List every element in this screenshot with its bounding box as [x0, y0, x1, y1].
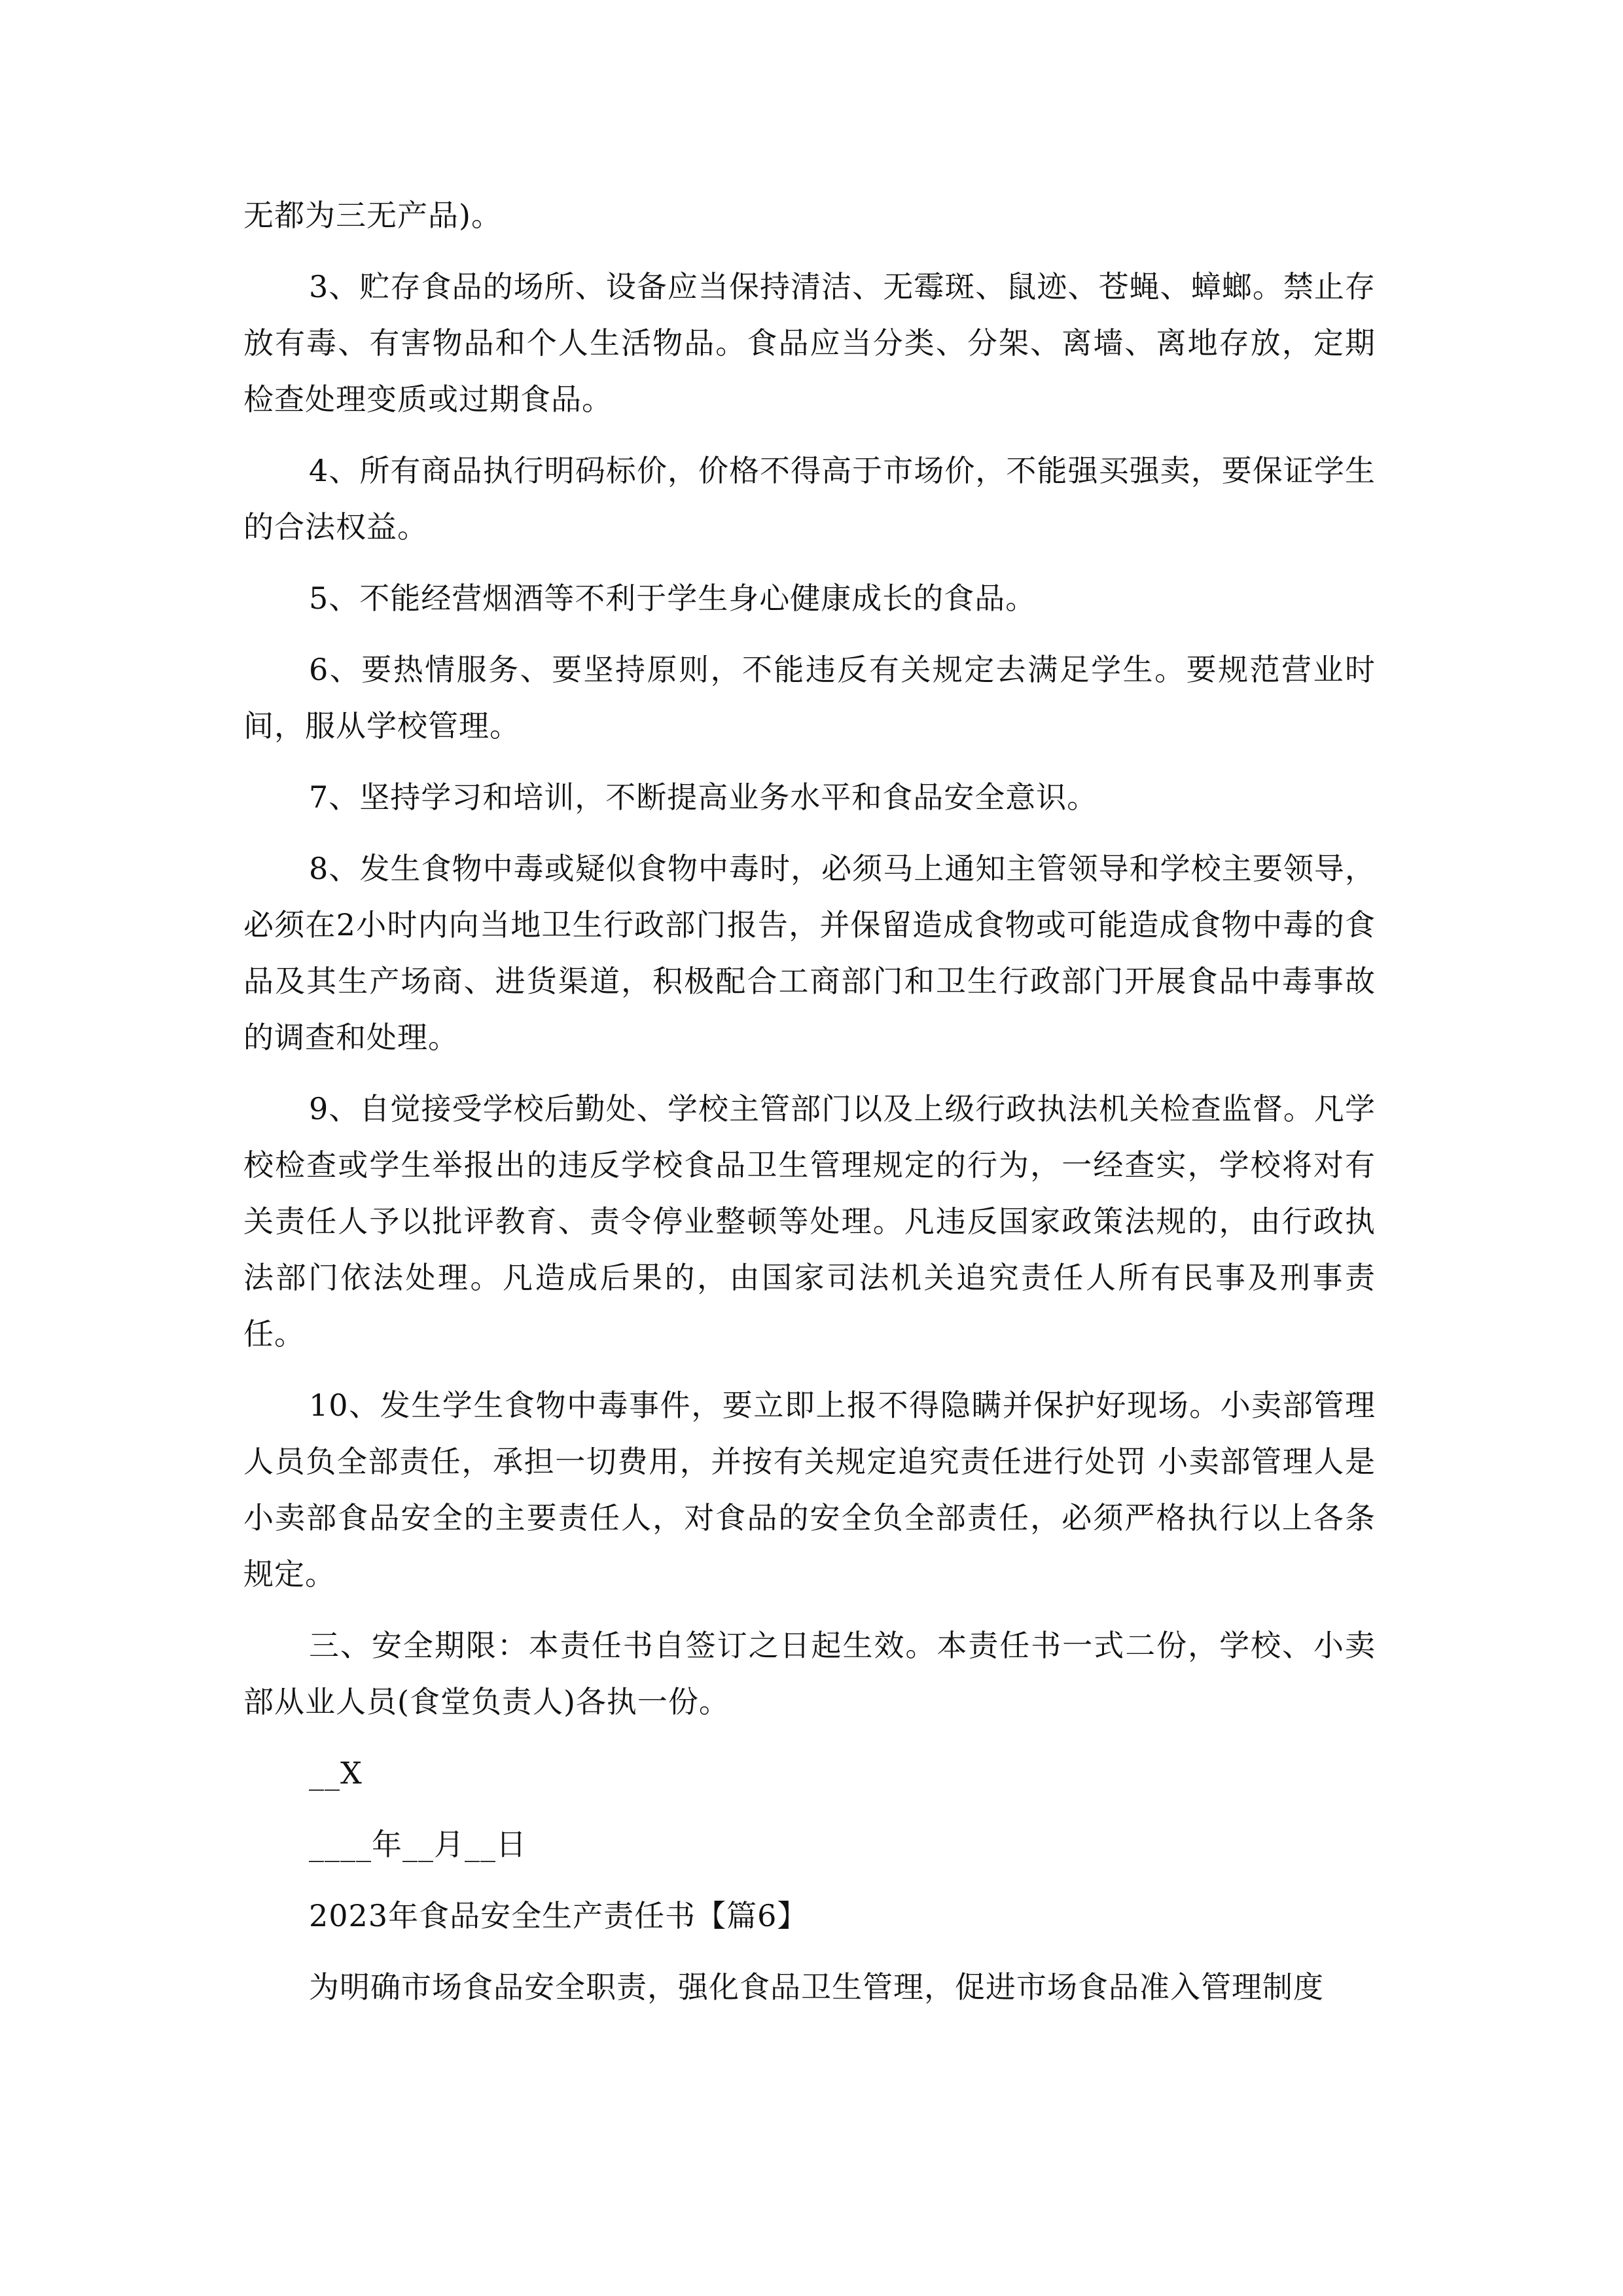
signature-line: __X	[309, 1755, 363, 1791]
document-body	[243, 187, 1376, 2015]
paragraph-item-6: 6、要热情服务、要坚持原则，不能违反有关规定去满足学生。要规范营业时间，服从学校管理。	[243, 652, 1376, 744]
section-title: 2023年食品安全生产责任书【篇6】	[309, 1898, 808, 1933]
paragraph-item-9: 9、自觉接受学校后勤处、学校主管部门以及上级行政执法机关检查监督。凡学校检查或学生举报出的违反学校食品卫生管理规定的行为，一经查实，学校将对有关责任人予以批评教育、责令停业整顿等处理。凡违反国家政策法规的，由行政执法部门依法处理。凡造成后果的，由国家司法机关追究责任人所有民事及刑事责任。	[243, 1091, 1376, 1352]
paragraph-item-7: 7、坚持学习和培训，不断提高业务水平和食品安全意识。	[309, 780, 1098, 815]
paragraph-item-5: 5、不能经营烟酒等不利于学生身心健康成长的食品。	[309, 581, 1037, 616]
paragraph-item-4: 4、所有商品执行明码标价，价格不得高于市场价，不能强买强卖，要保证学生的合法权益。	[243, 453, 1376, 545]
paragraph-item-3: 3、贮存食品的场所、设备应当保持清洁、无霉斑、鼠迹、苍蝇、蟑螂。禁止存放有毒、有害物品和个人生活物品。食品应当分类、分架、离墙、离地存放，定期检查处理变质或过期食品。	[243, 269, 1376, 417]
paragraph-section-3: 三、安全期限：本责任书自签订之日起生效。本责任书一式二份，学校、小卖部从业人员(食堂负责人)各执一份。	[243, 1628, 1376, 1719]
paragraph-continuation: 无都为三无产品)。	[243, 198, 502, 233]
date-line: ____年__月__日	[309, 1827, 527, 1862]
paragraph-item-10: 10、发生学生食物中毒事件，要立即上报不得隐瞒并保护好现场。小卖部管理人员负全部责任，承担一切费用，并按有关规定追究责任进行处罚 小卖部管理人是小卖部食品安全的主要责任人，对食品的安全负全部责任，必须严格执行以上各条规定。	[243, 1388, 1376, 1592]
paragraph-intro-6: 为明确市场食品安全职责，强化食品卫生管理，促进市场食品准入管理制度	[309, 1969, 1324, 2005]
paragraph-item-8: 8、发生食物中毒或疑似食物中毒时，必须马上通知主管领导和学校主要领导，必须在2小时内向当地卫生行政部门报告，并保留造成食物或可能造成食物中毒的食品及其生产场商、进货渠道，积极配合工商部门和卫生行政部门开展食品中毒事故的调查和处理。	[243, 851, 1376, 1055]
